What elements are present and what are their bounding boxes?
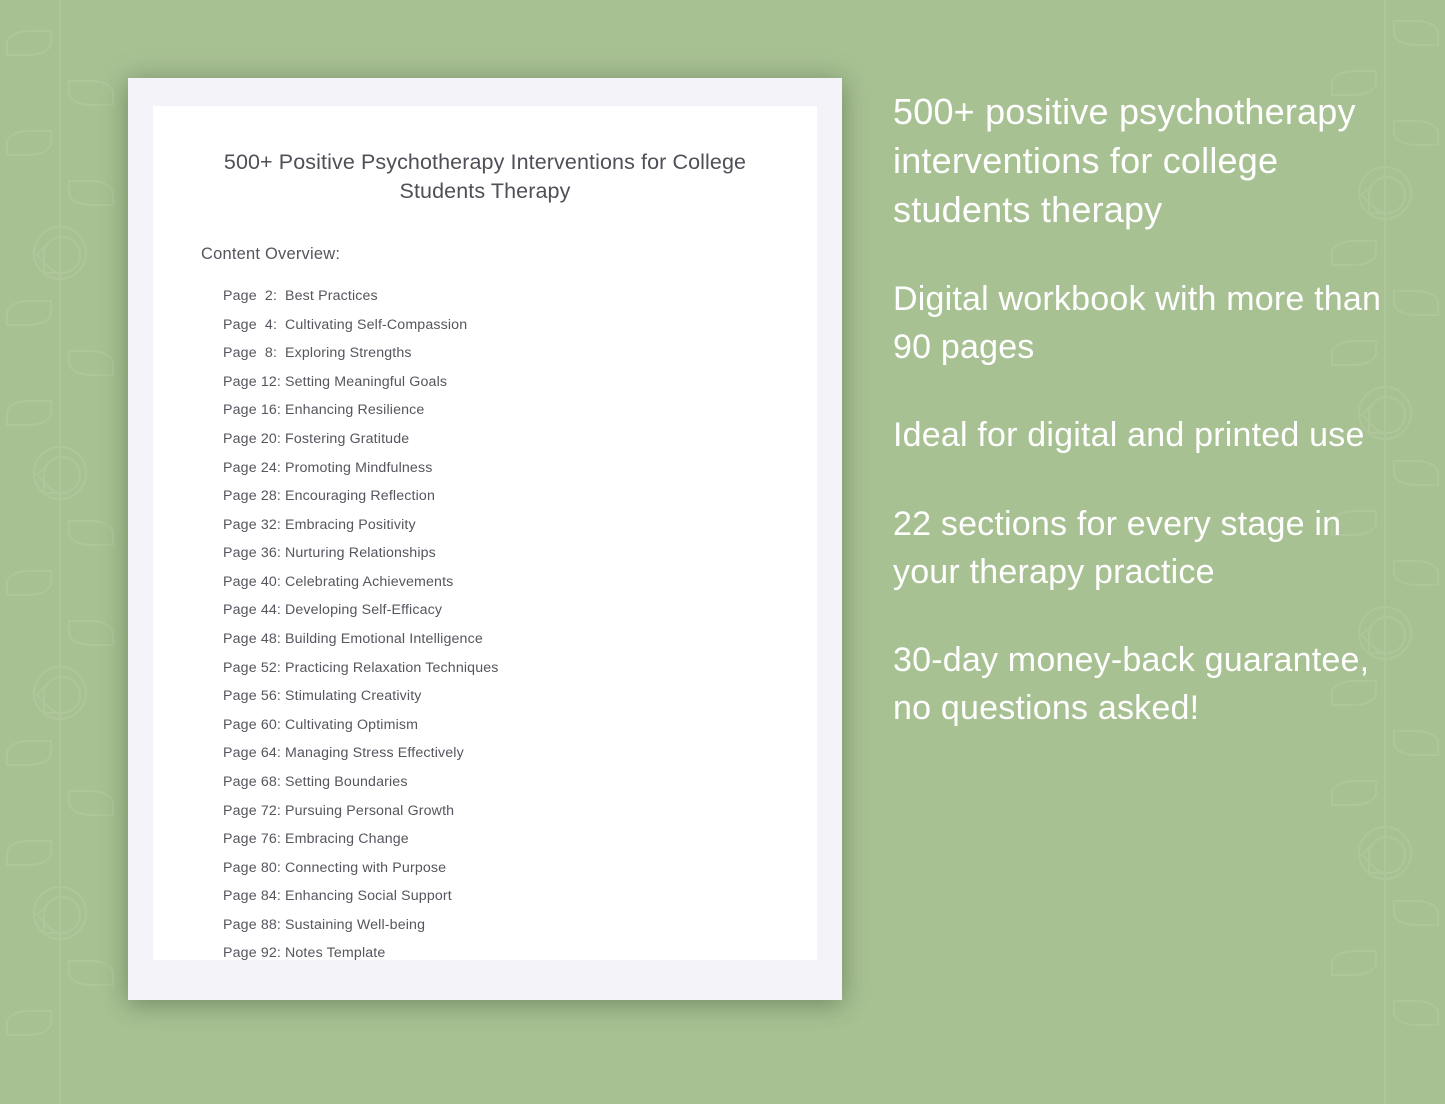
- toc-entry: [223, 825, 769, 854]
- toc-entry: [223, 711, 769, 740]
- toc-entry-title: Best Practices: [285, 288, 378, 305]
- toc-entry-title: Sustaining Well-being: [285, 916, 426, 933]
- leaf-icon: [68, 790, 114, 816]
- toc-entry-page: Page 76:: [223, 831, 281, 848]
- toc-entry-page: Page 68:: [223, 773, 281, 790]
- toc-entry: [223, 482, 769, 511]
- toc-entry: [223, 853, 769, 882]
- toc-entry-title: Setting Meaningful Goals: [285, 373, 448, 390]
- content-overview-label: Content Overview:: [201, 244, 341, 263]
- toc-entry-title: Managing Stress Effectively: [285, 745, 464, 762]
- toc-entry: [223, 568, 769, 597]
- toc-entry-page: Page 12:: [223, 373, 281, 390]
- page-title: 500+ Positive Psychotherapy Interventions for College Students Therapy: [223, 150, 747, 204]
- toc-entry-page: Page 48:: [223, 631, 281, 648]
- table-of-contents: [223, 282, 769, 968]
- toc-entry-page: Page 4:: [223, 316, 278, 333]
- toc-entry-title: Cultivating Optimism: [285, 716, 419, 733]
- marketing-bullet: Digital workbook with more than 90 pages: [893, 279, 1382, 367]
- toc-entry: [223, 796, 769, 825]
- toc-entry: [223, 596, 769, 625]
- toc-entry-title: Embracing Positivity: [285, 516, 416, 533]
- toc-entry-page: Page 72:: [223, 802, 281, 819]
- toc-entry: [223, 939, 769, 968]
- leaf-icon: [68, 520, 114, 546]
- leaf-icon: [1393, 900, 1439, 926]
- leaf-icon: [68, 180, 114, 206]
- flower-icon: [1358, 826, 1412, 880]
- toc-entry-title: Celebrating Achievements: [285, 573, 454, 590]
- toc-entry-title: Nurturing Relationships: [285, 545, 436, 562]
- toc-entry: [223, 368, 769, 397]
- toc-entry-title: Embracing Change: [285, 831, 409, 848]
- flower-icon: [33, 446, 87, 500]
- leaf-icon: [6, 30, 52, 56]
- workbook-page: [153, 106, 817, 960]
- toc-entry-page: Page 88:: [223, 916, 281, 933]
- toc-entry: [223, 425, 769, 454]
- leaf-icon: [68, 960, 114, 986]
- toc-entry: [223, 511, 769, 540]
- toc-entry-title: Enhancing Social Support: [285, 888, 452, 905]
- toc-entry: [223, 911, 769, 940]
- toc-entry-page: Page 84:: [223, 888, 281, 905]
- toc-entry-page: Page 32:: [223, 516, 281, 533]
- leaf-icon: [68, 620, 114, 646]
- toc-entry-title: Stimulating Creativity: [285, 688, 422, 705]
- botanical-border-left-decoration: [0, 0, 120, 1084]
- toc-entry: [223, 625, 769, 654]
- marketing-bullet: Ideal for digital and printed use: [893, 416, 1365, 455]
- toc-entry-title: Developing Self-Efficacy: [285, 602, 443, 619]
- leaf-icon: [6, 570, 52, 596]
- toc-entry-page: Page 80:: [223, 859, 281, 876]
- leaf-icon: [6, 130, 52, 156]
- leaf-icon: [1331, 780, 1377, 806]
- leaf-icon: [1393, 20, 1439, 46]
- leaf-icon: [68, 350, 114, 376]
- toc-entry-title: Encouraging Reflection: [285, 488, 435, 505]
- marketing-bullet: 22 sections for every stage in your therapy practice: [893, 504, 1342, 591]
- toc-entry-page: Page 52:: [223, 659, 281, 676]
- toc-entry-page: Page 92:: [223, 945, 281, 962]
- toc-entry-title: Setting Boundaries: [285, 773, 408, 790]
- flower-icon: [33, 666, 87, 720]
- toc-entry: [223, 653, 769, 682]
- toc-entry-page: Page 64:: [223, 745, 281, 762]
- flower-icon: [33, 226, 87, 280]
- toc-entry: [223, 539, 769, 568]
- toc-entry: [223, 768, 769, 797]
- leaf-icon: [68, 80, 114, 106]
- toc-entry-title: Promoting Mindfulness: [285, 459, 433, 476]
- toc-entry: [223, 339, 769, 368]
- toc-entry-title: Notes Template: [285, 945, 386, 962]
- toc-entry-page: Page 56:: [223, 688, 281, 705]
- marketing-bullet: 30-day money-back guarantee, no questions asked!: [893, 641, 1370, 728]
- toc-entry: [223, 882, 769, 911]
- leaf-icon: [1331, 950, 1377, 976]
- toc-entry-page: Page 40:: [223, 573, 281, 590]
- toc-entry-page: Page 16:: [223, 402, 281, 419]
- marketing-bullet: 500+ positive psychotherapy interventions for college students therapy: [893, 91, 1356, 230]
- toc-entry-page: Page 28:: [223, 488, 281, 505]
- toc-entry-page: Page 24:: [223, 459, 281, 476]
- toc-entry: [223, 739, 769, 768]
- toc-entry: [223, 396, 769, 425]
- toc-entry: [223, 310, 769, 339]
- toc-entry-page: Page 20:: [223, 430, 281, 447]
- toc-entry-title: Exploring Strengths: [285, 345, 412, 362]
- leaf-icon: [6, 840, 52, 866]
- leaf-icon: [6, 300, 52, 326]
- toc-entry: [223, 282, 769, 311]
- toc-entry-title: Fostering Gratitude: [285, 430, 410, 447]
- toc-entry-page: Page 2:: [223, 288, 278, 305]
- leaf-icon: [6, 400, 52, 426]
- flower-icon: [33, 886, 87, 940]
- vine-stem: [59, 0, 61, 1104]
- workbook-preview-card: [128, 78, 842, 1000]
- toc-entry-title: Connecting with Purpose: [285, 859, 447, 876]
- toc-entry: [223, 682, 769, 711]
- toc-entry-page: Page 60:: [223, 716, 281, 733]
- toc-entry-title: Cultivating Self-Compassion: [285, 316, 468, 333]
- toc-entry-page: Page 44:: [223, 602, 281, 619]
- leaf-icon: [6, 1010, 52, 1036]
- leaf-icon: [6, 740, 52, 766]
- toc-entry-title: Practicing Relaxation Techniques: [285, 659, 499, 676]
- toc-entry-page: Page 8:: [223, 345, 278, 362]
- marketing-bullet-list: [893, 88, 1403, 773]
- toc-entry-title: Building Emotional Intelligence: [285, 631, 483, 648]
- toc-entry-title: Enhancing Resilience: [285, 402, 425, 419]
- leaf-icon: [1393, 1000, 1439, 1026]
- toc-entry-title: Pursuing Personal Growth: [285, 802, 455, 819]
- toc-entry: [223, 453, 769, 482]
- toc-entry-page: Page 36:: [223, 545, 281, 562]
